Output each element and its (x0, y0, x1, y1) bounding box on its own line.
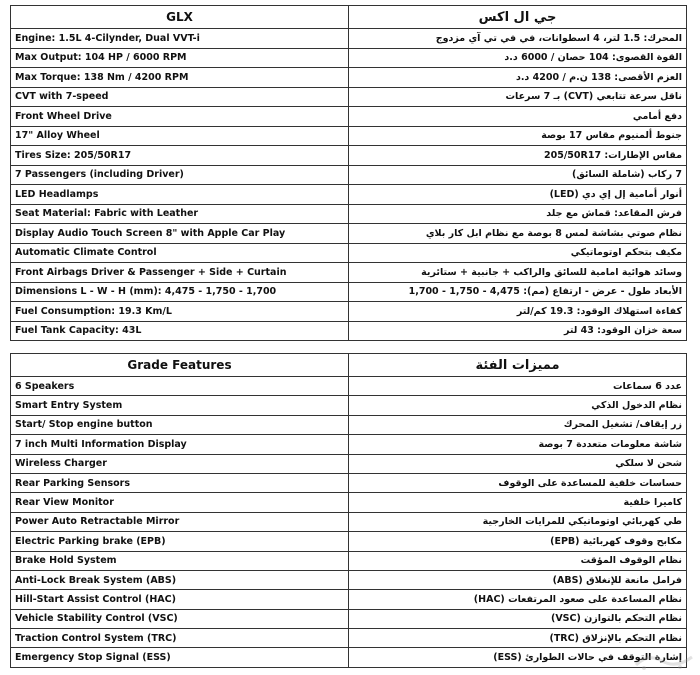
grade-row (11, 512, 687, 531)
spec-row (11, 107, 687, 127)
grade-row (11, 454, 687, 473)
grade-row (11, 609, 687, 628)
spec-row-ar-cell: الأبعاد طول - عرض - ارتفاع (مم): 4,475 - 1,750 - 1,700 (349, 282, 687, 302)
spec-row (11, 263, 687, 283)
spec-row-ar-cell: مكيف بتحكم اوتوماتيكي (349, 243, 687, 263)
spec-row-ar-cell: المحرك: 1.5 لتر، 4 اسطوانات، في في تي آي مزدوج (349, 29, 687, 49)
grade-row (11, 648, 687, 667)
spec-row (11, 68, 687, 88)
spec-row-ar-cell: فرش المقاعد: قماش مع جلد (349, 204, 687, 224)
spec-row-en-cell: Tires Size: 205/50R17 (11, 146, 349, 166)
specs-title-ar: جي ال اكس (349, 6, 687, 29)
grade-row-en-cell: Power Auto Retractable Mirror (11, 512, 349, 531)
spec-row (11, 302, 687, 322)
grade-row-ar-cell: فرامل مانعة للإنغلاق (ABS) (349, 570, 687, 589)
grade-title-ar: مميزات الفئة (349, 354, 687, 377)
grade-row-ar-cell: كاميرا خلفية (349, 493, 687, 512)
grade-row-en-cell: Hill-Start Assist Control (HAC) (11, 590, 349, 609)
grade-row (11, 551, 687, 570)
grade-row-en-cell: Brake Hold System (11, 551, 349, 570)
spec-row (11, 282, 687, 302)
grade-row-ar-cell: مكابح وقوف كهربائية (EPB) (349, 532, 687, 551)
grade-header-row (11, 354, 687, 377)
grade-row-ar-cell: نظام التحكم بالتوازن (VSC) (349, 609, 687, 628)
spec-row-ar-cell: العزم الأقصى: 138 ن.م / 4200 د.د (349, 68, 687, 88)
spec-row-en-cell: Dimensions L - W - H (mm): 4,475 - 1,750 - 1,700 (11, 282, 349, 302)
spec-row-ar-cell: أنوار أمامية إل إي دي (LED) (349, 185, 687, 205)
grade-row-ar-cell: نظام المساعدة على صعود المرتفعات (HAC) (349, 590, 687, 609)
grade-row-ar-cell: حساسات خلفية للمساعدة على الوقوف (349, 473, 687, 492)
spec-row-ar-cell: نظام صوتي بشاشة لمس 8 بوصة مع نظام ابل كار بلاي (349, 224, 687, 244)
grade-row-en-cell: Anti-Lock Break System (ABS) (11, 570, 349, 589)
grade-row (11, 590, 687, 609)
grade-row (11, 377, 687, 396)
grade-row-en-cell: Rear Parking Sensors (11, 473, 349, 492)
spec-row (11, 165, 687, 185)
spec-row-ar-cell: مقاس الإطارات: 205/50R17 (349, 146, 687, 166)
spec-row-en-cell: Front Airbags Driver & Passenger + Side + Curtain (11, 263, 349, 283)
grade-row-en-cell: 7 inch Multi Information Display (11, 435, 349, 454)
spec-row-en-cell: Engine: 1.5L 4-Cilynder, Dual VVT-i (11, 29, 349, 49)
grade-row-en-cell: Smart Entry System (11, 396, 349, 415)
grade-row-ar-cell: زر إيقاف/ تشغيل المحرك (349, 415, 687, 434)
spec-row-en-cell: 17" Alloy Wheel (11, 126, 349, 146)
grade-row-ar-cell: شحن لا سلكي (349, 454, 687, 473)
spec-row-en-cell: Display Audio Touch Screen 8" with Apple Car Play (11, 224, 349, 244)
spec-row-ar-cell: دفع أمامي (349, 107, 687, 127)
grade-row-en-cell: Start/ Stop engine button (11, 415, 349, 434)
grade-row (11, 570, 687, 589)
spec-row (11, 48, 687, 68)
grade-row-en-cell: Emergency Stop Signal (ESS) (11, 648, 349, 667)
spec-row-ar-cell: سعة خزان الوقود: 43 لتر (349, 321, 687, 341)
grade-features-table (10, 353, 687, 668)
specs-title-en: GLX (11, 6, 349, 29)
spec-row (11, 87, 687, 107)
grade-row-en-cell: Vehicle Stability Control (VSC) (11, 609, 349, 628)
grade-row-en-cell: Traction Control System (TRC) (11, 629, 349, 648)
spec-row-ar-cell: كفاءة استهلاك الوقود: 19.3 كم/لتر (349, 302, 687, 322)
grade-row-en-cell: Wireless Charger (11, 454, 349, 473)
spec-row-en-cell: Max Torque: 138 Nm / 4200 RPM (11, 68, 349, 88)
spec-row (11, 243, 687, 263)
spec-row-en-cell: Fuel Consumption: 19.3 Km/L (11, 302, 349, 322)
grade-row (11, 532, 687, 551)
grade-row (11, 415, 687, 434)
grade-row (11, 493, 687, 512)
grade-row-ar-cell: إشارة التوقف في حالات الطوارئ (ESS) (349, 648, 687, 667)
grade-row-ar-cell: نظام التحكم بالإنزلاق (TRC) (349, 629, 687, 648)
spec-row-ar-cell: ناقل سرعة تتابعي (CVT) بـ 7 سرعات (349, 87, 687, 107)
grade-row-ar-cell: عدد 6 سماعات (349, 377, 687, 396)
spec-row (11, 321, 687, 341)
spec-row (11, 126, 687, 146)
spec-row-en-cell: Seat Material: Fabric with Leather (11, 204, 349, 224)
grade-row (11, 396, 687, 415)
spec-row-en-cell: LED Headlamps (11, 185, 349, 205)
specs-table (10, 5, 687, 341)
grade-row (11, 435, 687, 454)
spec-row-en-cell: Automatic Climate Control (11, 243, 349, 263)
watermark-logo (632, 649, 696, 673)
grade-row-en-cell: Electric Parking brake (EPB) (11, 532, 349, 551)
grade-row-en-cell: Rear View Monitor (11, 493, 349, 512)
spec-row-ar-cell: 7 ركاب (شاملة السائق) (349, 165, 687, 185)
grade-row-ar-cell: نظام الوقوف المؤقت (349, 551, 687, 570)
spec-row (11, 185, 687, 205)
spec-row (11, 146, 687, 166)
spec-row (11, 204, 687, 224)
specs-header-row (11, 6, 687, 29)
grade-row (11, 629, 687, 648)
spec-row-ar-cell: القوة القصوى: 104 حصان / 6000 د.د (349, 48, 687, 68)
spec-row-ar-cell: وسائد هوائية امامية للسائق والراكب + جانبية + ستائرية (349, 263, 687, 283)
grade-row-ar-cell: نظام الدخول الذكي (349, 396, 687, 415)
grade-title-en: Grade Features (11, 354, 349, 377)
grade-row-ar-cell: شاشة معلومات متعددة 7 بوصة (349, 435, 687, 454)
grade-row (11, 473, 687, 492)
spec-row-en-cell: Max Output: 104 HP / 6000 RPM (11, 48, 349, 68)
grade-row-ar-cell: طي كهربائي اوتوماتيكي للمرايات الخارجية (349, 512, 687, 531)
spec-row-en-cell: 7 Passengers (including Driver) (11, 165, 349, 185)
spec-row-en-cell: CVT with 7-speed (11, 87, 349, 107)
spec-row (11, 224, 687, 244)
spec-row (11, 29, 687, 49)
grade-row-en-cell: 6 Speakers (11, 377, 349, 396)
spec-row-ar-cell: جنوط ألمنيوم مقاس 17 بوصة (349, 126, 687, 146)
spec-row-en-cell: Front Wheel Drive (11, 107, 349, 127)
spec-row-en-cell: Fuel Tank Capacity: 43L (11, 321, 349, 341)
